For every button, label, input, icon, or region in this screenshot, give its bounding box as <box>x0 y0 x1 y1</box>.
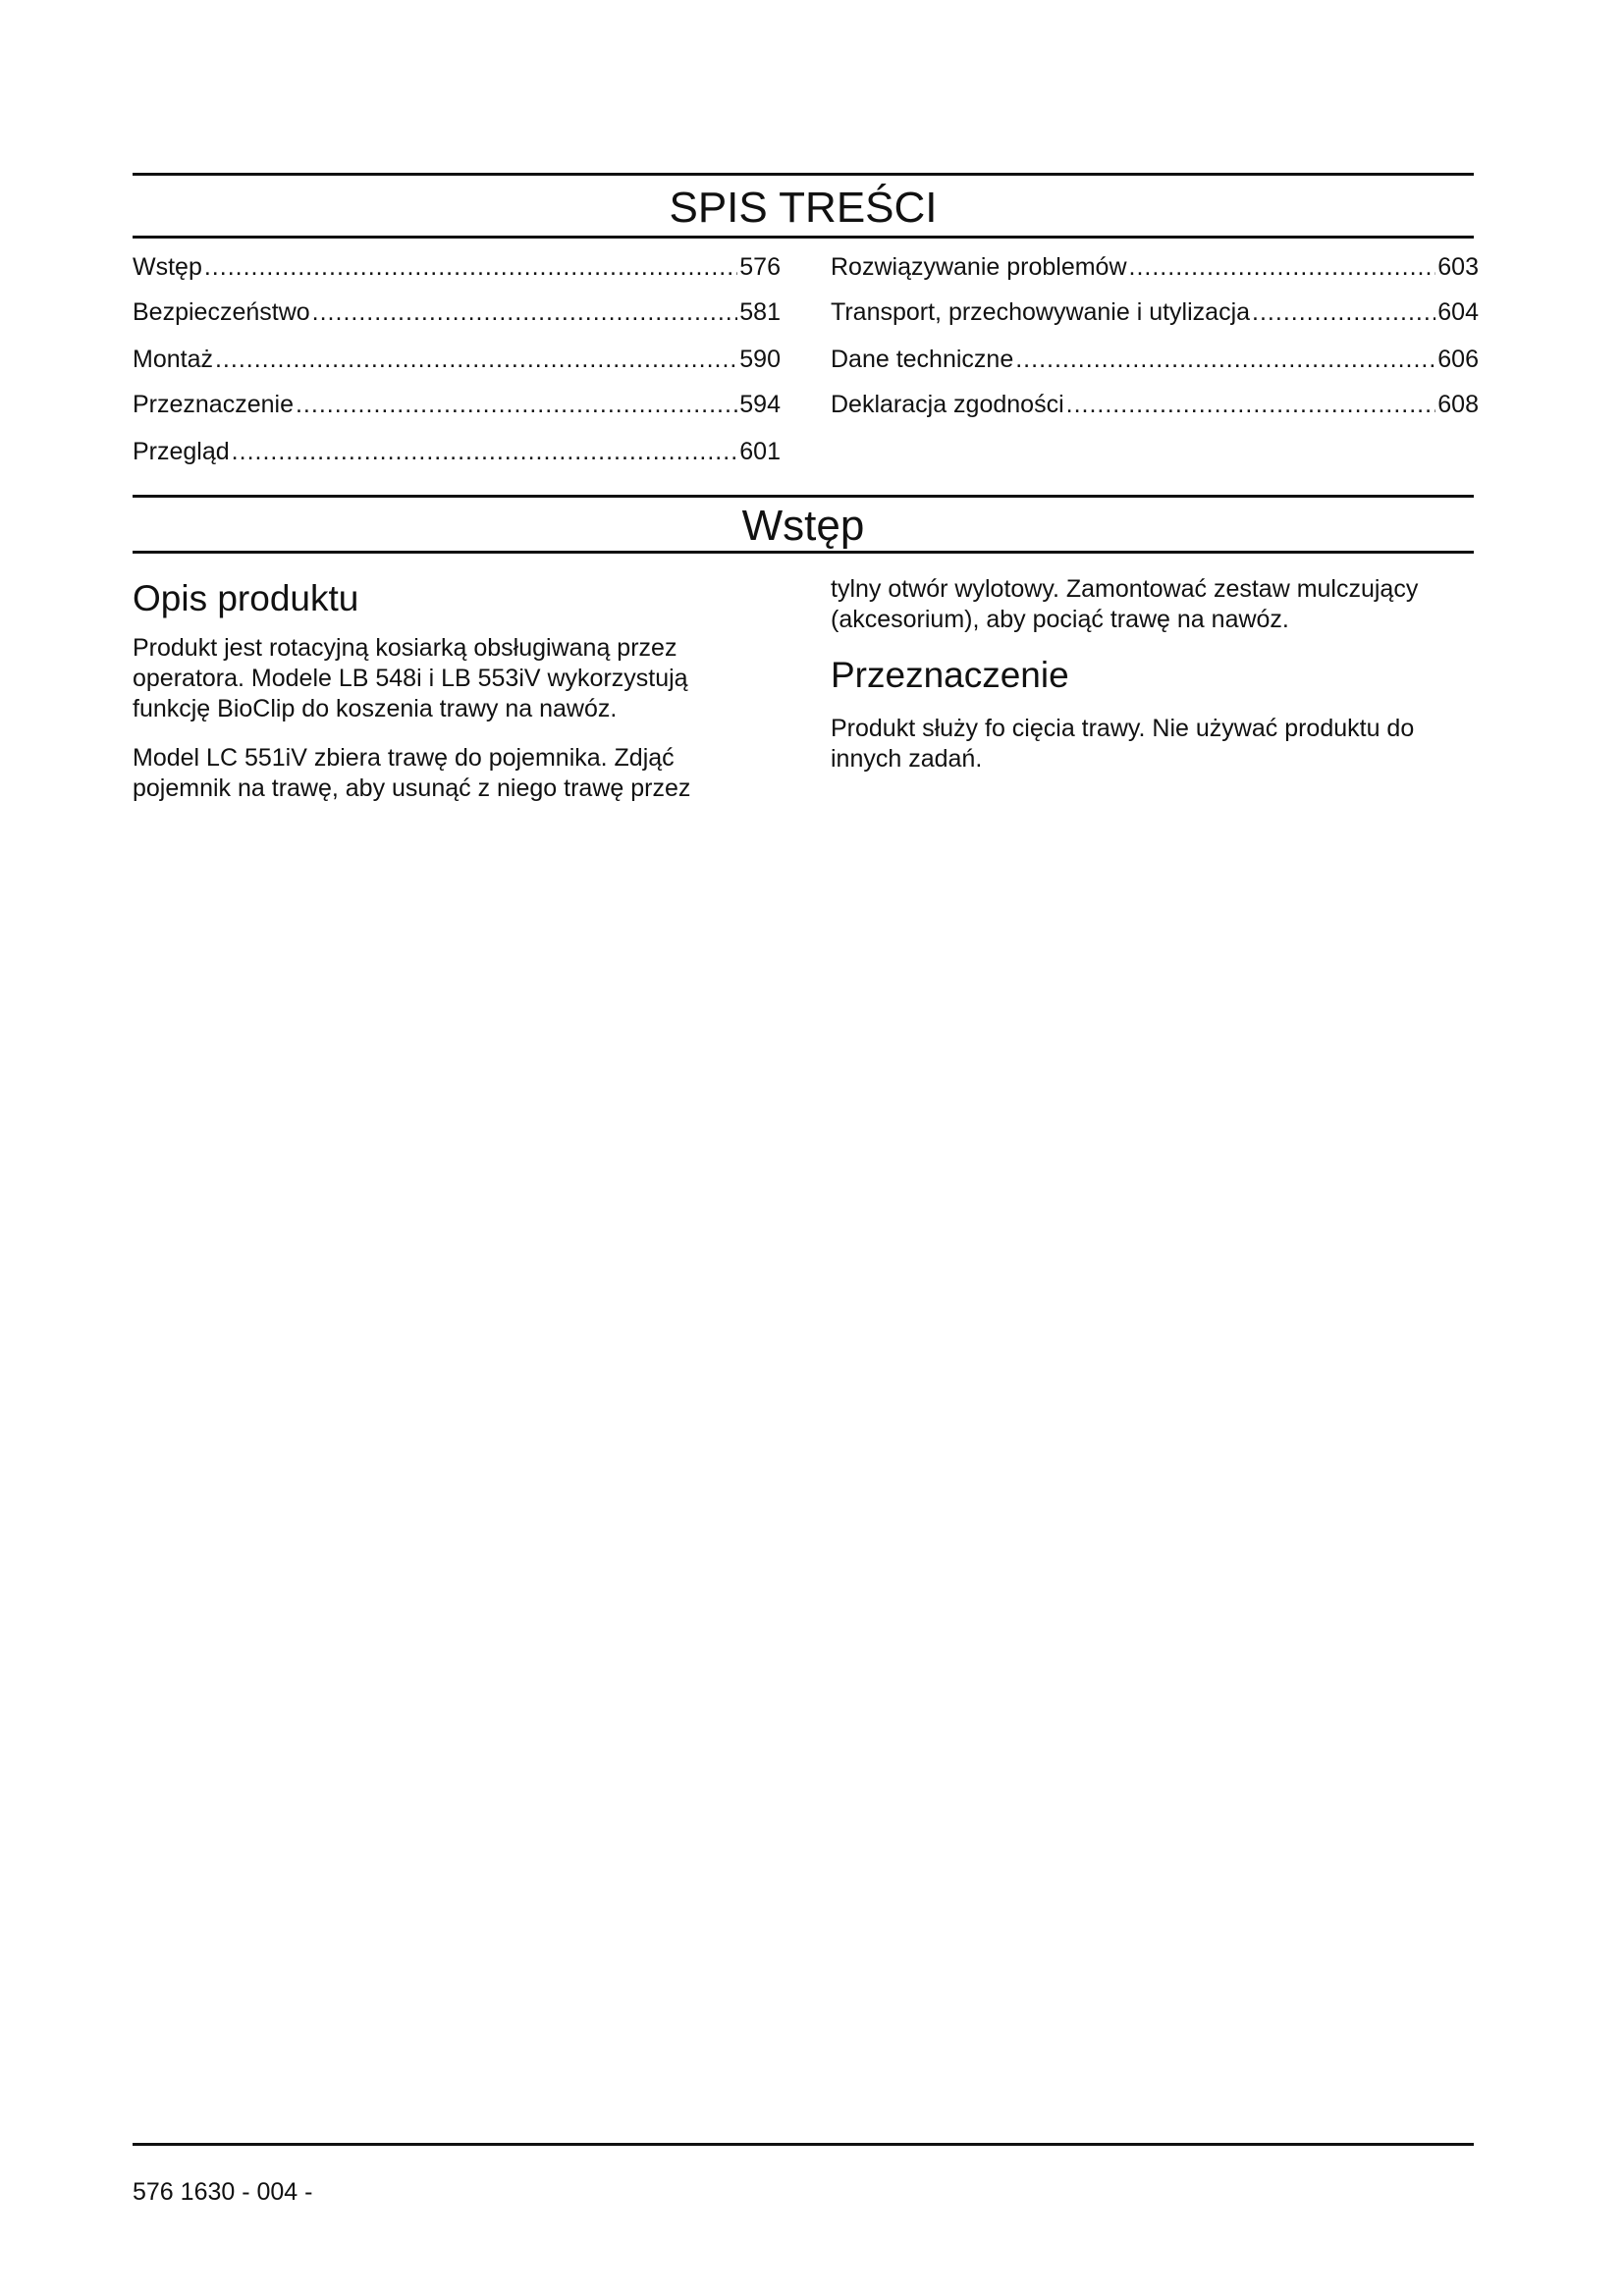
toc-entry-label: Montaż <box>133 346 213 373</box>
footer-rule <box>133 2143 1474 2146</box>
toc-entry-page: 590 <box>739 346 781 373</box>
toc-left-column <box>133 252 781 478</box>
intro-top-rule <box>133 495 1474 498</box>
intro-title: Wstęp <box>741 502 865 550</box>
toc-entry-page: 601 <box>739 438 781 465</box>
toc-entry-label: Bezpieczeństwo <box>133 298 310 326</box>
toc-entry-page: 603 <box>1437 253 1479 281</box>
toc-entry-rozwiazywanie-problemow[interactable] <box>831 252 1479 282</box>
toc-entry-page: 604 <box>1437 298 1479 326</box>
toc-entry-label: Przegląd <box>133 438 230 465</box>
toc-entry-label: Rozwiązywanie problemów <box>831 253 1127 281</box>
toc-leader <box>1252 297 1435 327</box>
toc-entry-label: Deklaracja zgodności <box>831 391 1064 418</box>
toc-entry-przeglad[interactable] <box>133 437 781 466</box>
toc-title-rule <box>133 236 1474 239</box>
toc-entry-wstep[interactable] <box>133 252 781 282</box>
product-description-paragraph-2: Model LC 551iV zbiera trawę do pojemnika. Zdjąć pojemnik na trawę, aby usunąć z niego trawę przez <box>133 744 691 802</box>
toc-entry-przeznaczenie[interactable] <box>133 390 781 419</box>
toc-leader <box>1066 390 1436 419</box>
product-description-paragraph-2-continued: tylny otwór wylotowy. Zamontować zestaw mulczujący (akcesorium), aby pociąć trawę na nawóz. <box>831 575 1419 633</box>
toc-leader <box>232 437 738 466</box>
toc-entry-montaz[interactable] <box>133 345 781 374</box>
toc-title: SPIS TREŚCI <box>669 184 938 232</box>
intended-use-paragraph: Produkt służy fo cięcia trawy. Nie używać produktu do innych zadań. <box>831 715 1415 773</box>
toc-top-rule <box>133 173 1474 176</box>
toc-entry-page: 581 <box>739 298 781 326</box>
toc-leader <box>296 390 737 419</box>
toc-leader <box>312 297 738 327</box>
toc-entry-label: Przeznaczenie <box>133 391 294 418</box>
toc-entry-deklaracja[interactable] <box>831 390 1479 419</box>
toc-leader <box>1015 345 1435 374</box>
toc-leader <box>215 345 737 374</box>
toc-entry-label: Dane techniczne <box>831 346 1014 373</box>
toc-entry-bezpieczenstwo[interactable] <box>133 297 781 327</box>
toc-entry-page: 606 <box>1437 346 1479 373</box>
toc-entry-label: Wstęp <box>133 253 202 281</box>
footer <box>133 2177 313 2207</box>
intended-use-heading: Przeznaczenie <box>831 655 1069 695</box>
toc-leader <box>1129 252 1436 282</box>
footer-page-number: 576 <box>133 2178 174 2206</box>
toc-entry-page: 608 <box>1437 391 1479 418</box>
toc-entry-label: Transport, przechowywanie i utylizacja <box>831 298 1251 326</box>
toc-entry-transport[interactable] <box>831 297 1479 327</box>
intro-title-rule <box>133 551 1474 554</box>
product-description-heading: Opis produktu <box>133 578 359 618</box>
toc-right-column <box>831 252 1479 429</box>
footer-doc-code: 1630 - 004 - <box>180 2178 313 2206</box>
product-description-paragraph-1: Produkt jest rotacyjną kosiarką obsługiwaną przez operatora. Modele LB 548i i LB 553iV wykorzystują funkcję BioClip do koszenia trawy na nawóz. <box>133 634 688 722</box>
toc-entry-dane-techniczne[interactable] <box>831 345 1479 374</box>
toc-entry-page: 594 <box>739 391 781 418</box>
toc-leader <box>204 252 737 282</box>
toc-entry-page: 576 <box>739 253 781 281</box>
